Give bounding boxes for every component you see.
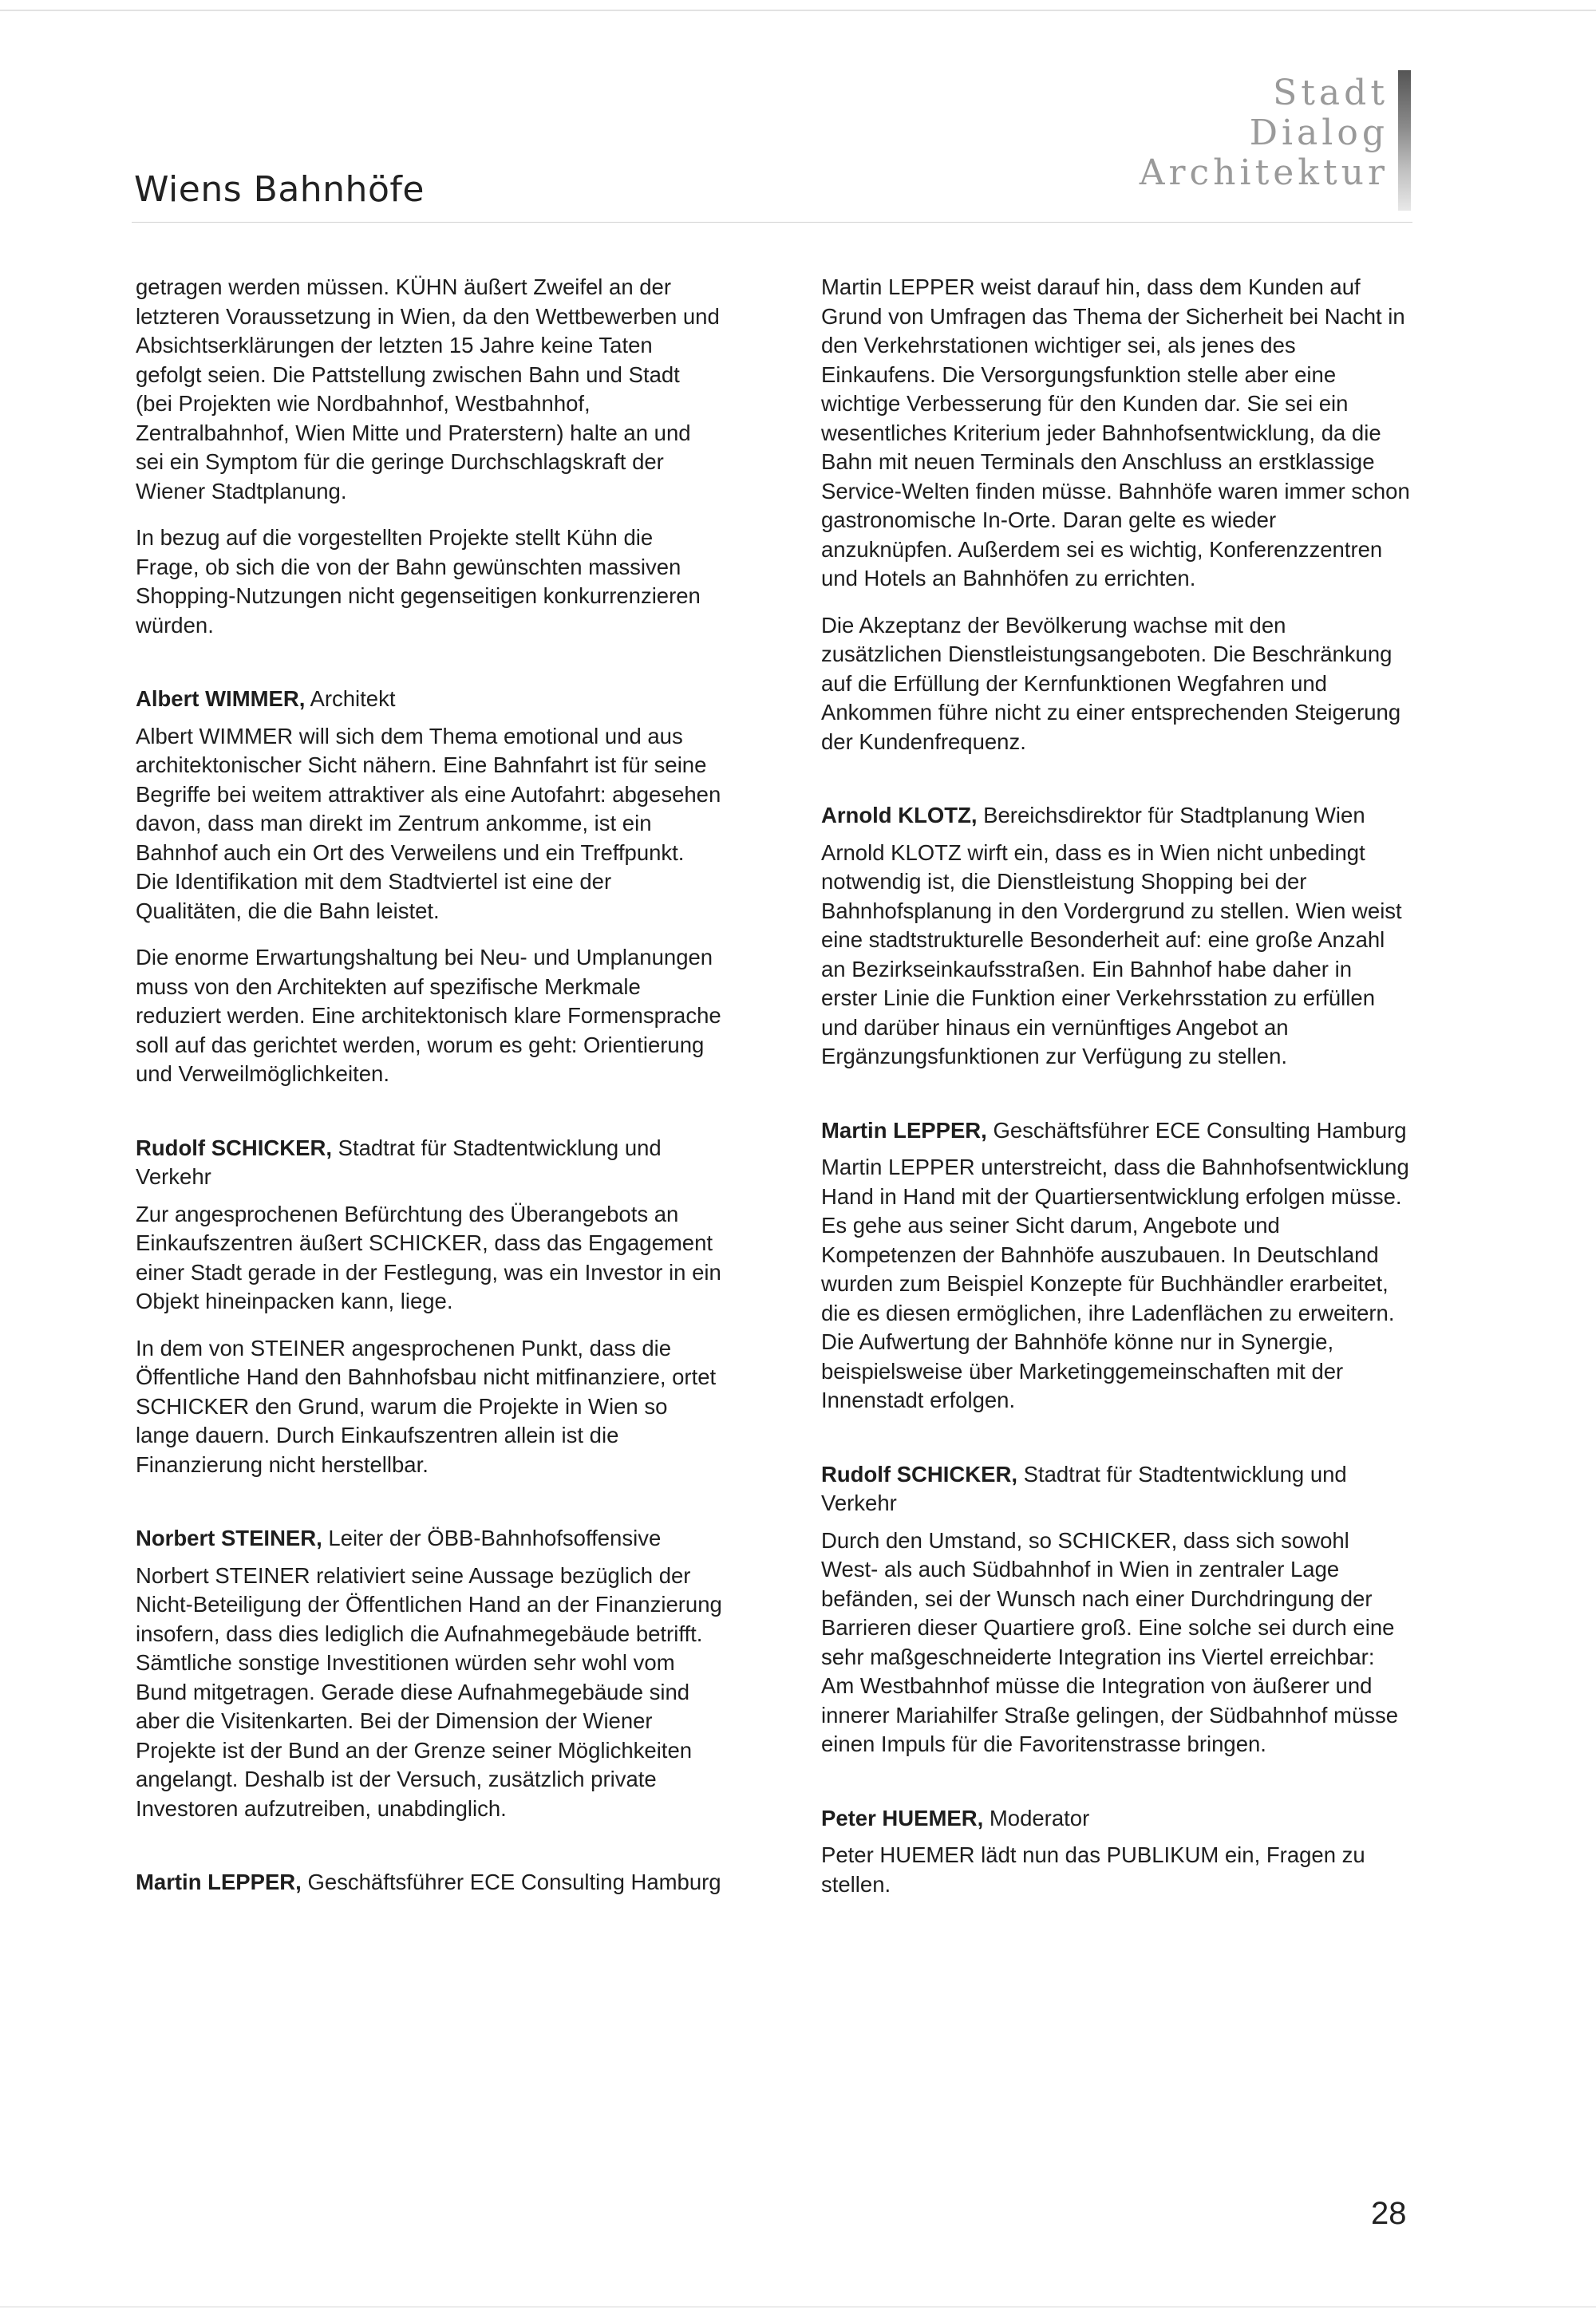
paragraph: Die enorme Erwartungshaltung bei Neu- und Umplanungen muss von den Architekten auf spezifische Merkmale reduziert werden. Eine architektonisch klare Formensprache soll auf das gerichtet werden, worum es geht: Orientierung und Verweilmöglichkeiten. bbox=[136, 945, 721, 1086]
speaker-heading bbox=[821, 1460, 1412, 1518]
logo-line-architektur: Architektur bbox=[1139, 152, 1389, 193]
page-number: 28 bbox=[1371, 2196, 1407, 2231]
speaker-heading bbox=[136, 1134, 722, 1192]
speaker-name: Martin LEPPER, bbox=[136, 1870, 302, 1894]
speaker-name: Peter HUEMER, bbox=[821, 1805, 984, 1830]
speaker-heading bbox=[821, 1804, 1412, 1834]
bottom-edge-line bbox=[0, 2306, 1596, 2308]
speaker-name: Rudolf SCHICKER, bbox=[821, 1461, 1017, 1487]
paragraph: Peter HUEMER lädt nun das PUBLIKUM ein, Fragen zu stellen. bbox=[821, 1842, 1365, 1897]
speaker-heading bbox=[821, 1116, 1412, 1146]
speaker-role: Bereichsdirektor für Stadtplanung Wien bbox=[977, 803, 1365, 827]
paragraph: Durch den Umstand, so SCHICKER, dass sich sowohl West- als auch Südbahnhof in Wien in zentraler Lage befänden, sei der Wunsch nach einer Durchdringung der Barrieren dieser Quartiere groß. Eine solche sei durch eine sehr maßgeschneiderte Integration ins Viertel erreichbar: Am Westbahnhof müsse die Integration von äußerer und innerer Mariahilfer Straße gelingen, der Südbahnhof müsse einen Impuls für die Favoritenstrasse bringen. bbox=[821, 1527, 1399, 1756]
speaker-heading bbox=[821, 801, 1412, 831]
speaker-role: Stadtrat für Stadtentwicklung und Verkehr bbox=[821, 1461, 1347, 1515]
speaker-name: Martin LEPPER, bbox=[821, 1117, 987, 1143]
paragraph: Norbert STEINER relativiert seine Aussage bezüglich der Nicht-Beteiligung der Öffentlichen Hand an der Finanzierung insofern, dass dies lediglich die Aufnahmegebäude betrifft. Sämtliche sonstige Investitionen würden sehr wohl vom Bund mitgetragen. Gerade diese Aufnahmegebäude sind aber die Visitenkarten. Bei der Dimension der Wiener Projekte ist der Bund an der Grenze seiner Möglichkeiten angelangt. Deshalb ist der Versuch, zusätzlich private Investoren aufzutreiben, unabdinglich. bbox=[136, 1562, 722, 1821]
speaker-name: Arnold KLOTZ, bbox=[821, 803, 978, 827]
speaker-role: Stadtrat für Stadtentwicklung und Verkehr bbox=[136, 1135, 662, 1189]
paragraph: Martin LEPPER unterstreicht, dass die Bahnhofsentwicklung Hand in Hand mit der Quartiersentwicklung erfolgen müsse. Es gehe aus seiner Sicht darum, Angebote und Kompetenzen der Bahnhöfe auszubauen. In Deutschland wurden zum Beispiel Konzepte für Buchhändler erarbeitet, die es diesen ermöglichen, ihre Ladenflächen zu erweitern. Die Aufwertung der Bahnhöfe könne nur in Synergie, beispielsweise über Marketinggemeinschaften mit der Innenstadt erfolgen. bbox=[821, 1155, 1409, 1412]
speaker-role: Geschäftsführer ECE Consulting Hamburg bbox=[986, 1117, 1407, 1143]
speaker-role: Architekt bbox=[305, 686, 396, 711]
top-edge-line bbox=[0, 10, 1596, 11]
paragraph: Die Akzeptanz der Bevölkerung wachse mit den zusätzlichen Dienstleistungsangeboten. Die Beschränkung auf die Erfüllung der Kernfunktionen Wegfahren und Ankommen führe nicht zu einer entsprechenden Steigerung der Kundenfrequenz. bbox=[821, 612, 1401, 754]
speaker-name: Norbert STEINER, bbox=[136, 1526, 322, 1550]
paragraph: Arnold KLOTZ wirft ein, dass es in Wien nicht unbedingt notwendig ist, die Dienstleistung Shopping bei der Bahnhofsplanung in den Vordergrund zu stellen. Wien weist eine stadtstrukturelle Besonderheit auf: eine große Anzahl an Bezirkseinkaufsstraßen. Ein Bahnhof habe daher in erster Linie die Funktion einer Verkehrsstation zu erfüllen und darüber hinaus ein vernünftiges Angebot an Ergänzungsfunktionen zur Verfügung zu stellen. bbox=[821, 839, 1402, 1068]
right-column bbox=[821, 273, 1412, 1917]
speaker-name: Rudolf SCHICKER, bbox=[136, 1135, 332, 1160]
paragraph: getragen werden müssen. KÜHN äußert Zweifel an der letzteren Voraussetzung in Wien, da den Wettbewerben und Absichtserklärungen der letzten 15 Jahre keine Taten gefolgt seien. Die Pattstellung zwischen Bahn und Stadt (bei Projekten wie Nordbahnhof, Westbahnhof, Zentralbahnhof, Wien Mitte und Praterstern) halte an und sei ein Symptom für die geringe Durchschlagskraft der Wiener Stadtplanung. bbox=[136, 274, 720, 503]
speaker-role: Moderator bbox=[983, 1805, 1090, 1830]
left-column bbox=[136, 273, 722, 1905]
paragraph: Zur angesprochenen Befürchtung des Überangebots an Einkaufszentren äußert SCHICKER, dass das Engagement einer Stadt gerade in der Festlegung, was ein Investor in ein Objekt hineinpacken kann, liege. bbox=[136, 1201, 721, 1313]
logo-line-stadt: Stadt bbox=[1273, 73, 1389, 113]
logo-line-dialog: Dialog bbox=[1249, 113, 1389, 153]
page-title: Wiens Bahnhöfe bbox=[134, 169, 425, 210]
speaker-role: Leiter der ÖBB-Bahnhofsoffensive bbox=[322, 1526, 662, 1550]
logo-gradient-bar bbox=[1398, 70, 1411, 211]
speaker-name: Albert WIMMER, bbox=[136, 686, 306, 711]
header-divider bbox=[132, 222, 1412, 223]
paragraph: In dem von STEINER angesprochenen Punkt, dass die Öffentliche Hand den Bahnhofsbau nicht mitfinanziere, ortet SCHICKER den Grund, warum die Projekte in Wien so lange dauern. Durch Einkaufszentren allein ist die Finanzierung nicht herstellbar. bbox=[136, 1335, 717, 1477]
speaker-role: Geschäftsführer ECE Consulting Hamburg bbox=[301, 1870, 721, 1894]
speaker-heading bbox=[136, 1524, 722, 1554]
paragraph: Albert WIMMER will sich dem Thema emotional und aus architektonischer Sicht nähern. Eine Bahnfahrt ist für seine Begriffe bei weitem attraktiver als eine Autofahrt: abgesehen davon, dass man direkt im Zentrum ankomme, ist ein Bahnhof auch ein Ort des Verweilens und ein Treffpunkt. Die Identifikation mit dem Stadtviertel ist eine der Qualitäten, die die Bahn leistet. bbox=[136, 723, 721, 923]
publisher-logo bbox=[1140, 73, 1389, 193]
speaker-heading bbox=[136, 1868, 722, 1897]
paragraph: In bezug auf die vorgestellten Projekte stellt Kühn die Frage, ob sich die von der Bahn gewünschten massiven Shopping-Nutzungen nicht gegenseitigen konkurrenzieren würden. bbox=[136, 525, 701, 638]
speaker-heading bbox=[136, 685, 722, 714]
paragraph: Martin LEPPER weist darauf hin, dass dem Kunden auf Grund von Umfragen das Thema der Sicherheit bei Nacht in den Verkehrstationen wichtiger sei, als jenes des Einkaufens. Die Versorgungsfunktion stelle aber eine wichtige Verbesserung für den Kunden dar. Sie sei ein wesentliches Kriterium jeder Bahnhofsentwicklung, da die Bahn mit neuen Terminals den Anschluss an erstklassige Service-Welten finden müsse. Bahnhöfe waren immer schon gastronomische In-Orte. Daran gelte es wieder anzuknüpfen. Außerdem sei es wichtig, Konferenzzentren und Hotels an Bahnhöfen zu errichten. bbox=[821, 274, 1410, 590]
